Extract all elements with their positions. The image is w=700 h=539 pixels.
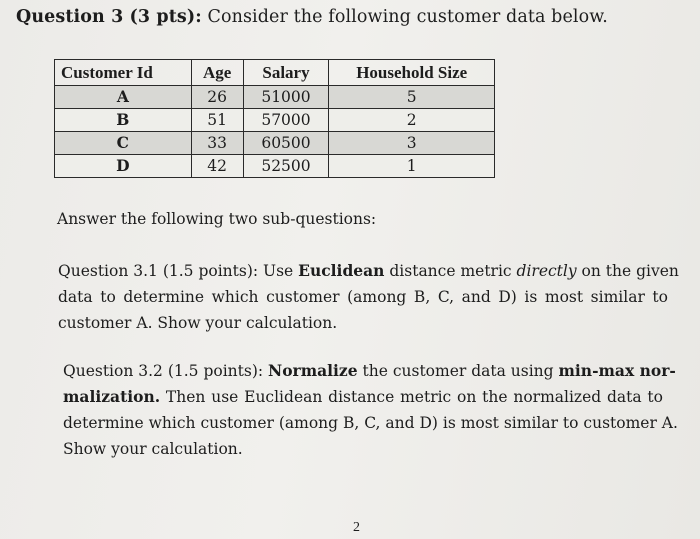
q31-rest: on the given <box>576 262 679 280</box>
q32-bold-minmax: min-max nor- <box>558 361 676 380</box>
q31-line-3: customer A. Show your calculation. <box>58 314 338 332</box>
cell-age: 51 <box>191 109 243 132</box>
header-customer-id: Customer Id <box>55 60 192 86</box>
cell-salary: 60500 <box>243 132 329 155</box>
cell-age: 33 <box>191 132 243 155</box>
q31-mid: distance metric <box>384 262 517 280</box>
q31-line-1 <box>58 258 679 284</box>
cell-customer-id: C <box>55 132 192 155</box>
cell-household-size: 5 <box>329 86 495 109</box>
q31-lead: Question 3.1 (1.5 points): Use <box>58 262 299 280</box>
question-title: Question 3 (3 pts): <box>16 7 202 27</box>
cell-household-size: 2 <box>329 109 495 132</box>
page-number: 2 <box>353 520 360 535</box>
q32-line-1 <box>63 358 676 384</box>
table-row <box>55 109 495 132</box>
question-3-2 <box>63 358 678 462</box>
cell-age: 26 <box>191 86 243 109</box>
cell-salary: 57000 <box>243 109 329 132</box>
customer-data-table <box>54 59 495 178</box>
q32-bold-malization: malization. <box>63 387 161 406</box>
cell-household-size: 3 <box>329 132 495 155</box>
q31-bold-euclidean: Euclidean <box>298 261 385 280</box>
q32-line-3: determine which customer (among B, C, and D) is most similar to customer A. <box>63 414 678 432</box>
q32-line-4: Show your calculation. <box>63 440 243 458</box>
question-heading <box>16 7 608 27</box>
cell-salary: 52500 <box>243 155 329 178</box>
q32-line-2 <box>63 384 663 410</box>
q32-lead: Question 3.2 (1.5 points): <box>63 362 269 380</box>
answer-intro: Answer the following two sub-questions: <box>57 210 377 228</box>
cell-customer-id: D <box>55 155 192 178</box>
cell-customer-id: B <box>55 109 192 132</box>
header-salary: Salary <box>243 60 329 86</box>
q31-italic-directly: directly <box>516 262 577 280</box>
cell-salary: 51000 <box>243 86 329 109</box>
header-age: Age <box>191 60 243 86</box>
question-3-1 <box>58 258 679 336</box>
table-row <box>55 155 495 178</box>
question-intro: Consider the following customer data below. <box>201 7 608 27</box>
q32-bold-normalize: Normalize <box>268 361 358 380</box>
cell-customer-id: A <box>55 86 192 109</box>
table-row <box>55 86 495 109</box>
q32-mid: the customer data using <box>357 362 559 380</box>
header-household-size: Household Size <box>329 60 495 86</box>
cell-household-size: 1 <box>329 155 495 178</box>
q31-line-2: data to determine which customer (among B, C, and D) is most similar to <box>58 288 668 306</box>
table-row <box>55 132 495 155</box>
q32-rest: Then use Euclidean distance metric on the normalized data to <box>160 388 663 406</box>
cell-age: 42 <box>191 155 243 178</box>
table-header-row <box>55 60 495 86</box>
